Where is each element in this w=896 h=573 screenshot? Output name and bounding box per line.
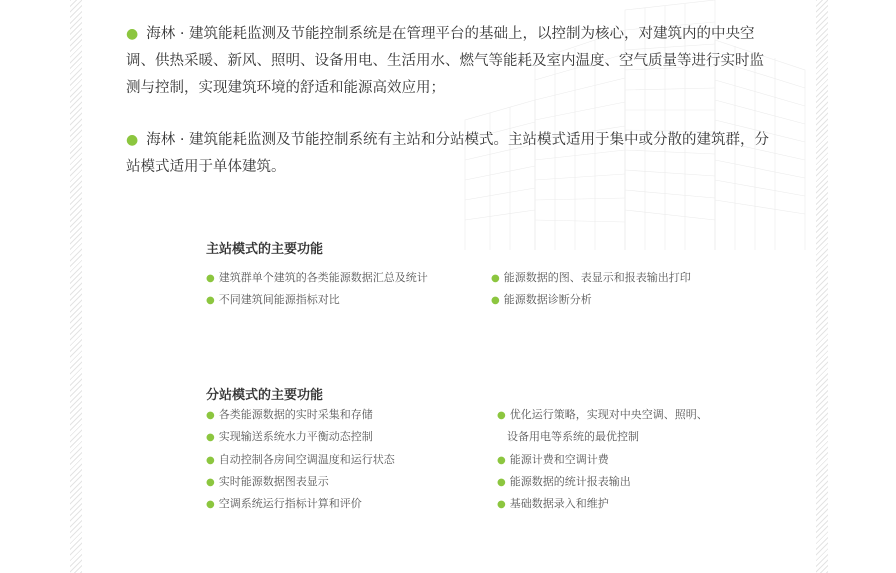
sub-station-item-continuation: 设备用电等系统的最优控制 [507, 430, 639, 443]
sub-station-item: ● 优化运行策略，实现对中央空调、照明、 [497, 408, 708, 421]
sub-station-item: ● 能源计费和空调计费 [497, 453, 609, 466]
sub-station-item: ● 自动控制各房间空调温度和运行状态 [206, 453, 395, 466]
intro-paragraph-2: ● 海林 · 建筑能耗监测及节能控制系统有主站和分站模式。主站模式适用于集中或分散的建筑群，分站模式适用于单体建筑。 [126, 132, 770, 175]
bullet-dot-icon: ● [206, 432, 215, 443]
main-station-item: ● 能源数据诊断分析 [491, 293, 592, 306]
sub-station-item: ● 能源数据的统计报表输出 [497, 475, 631, 488]
bullet-dot-icon: ● [491, 295, 500, 306]
sub-station-title: 分站模式的主要功能 [206, 388, 324, 403]
sub-station-item: ● 实现输送系统水力平衡动态控制 [206, 430, 373, 443]
bullet-dot-icon: ● [206, 295, 215, 306]
bullet-dot-icon: ● [491, 273, 500, 284]
sub-station-item: ● 各类能源数据的实时采集和存储 [206, 408, 373, 421]
intro-paragraph-1: ● 海林 · 建筑能耗监测及节能控制系统是在管理平台的基础上，以控制为核心，对建筑内的中央空调、供热采暖、新风、照明、设备用电、生活用水、燃气等能耗及室内温度、空气质量等进行实时监测与控制，实现建筑环境的舒适和能源高效应用； [126, 26, 764, 96]
bullet-dot-icon: ● [206, 477, 215, 488]
bullet-dot-icon: ● [497, 477, 506, 488]
sub-station-item: ● 空调系统运行指标计算和评价 [206, 497, 362, 510]
sub-station-item: ● 实时能源数据图表显示 [206, 475, 329, 488]
main-station-item: ● 能源数据的图、表显示和报表输出打印 [491, 271, 691, 284]
bullet-dot-icon: ● [206, 455, 215, 466]
bullet-dot-icon: ● [497, 499, 506, 510]
bullet-dot-icon: ● [206, 410, 215, 421]
main-station-title: 主站模式的主要功能 [206, 242, 324, 257]
bullet-dot-icon: ● [126, 132, 139, 148]
bullet-dot-icon: ● [497, 410, 506, 421]
main-station-item: ● 建筑群单个建筑的各类能源数据汇总及统计 [206, 271, 428, 284]
bullet-dot-icon: ● [497, 455, 506, 466]
main-station-item: ● 不同建筑间能源指标对比 [206, 293, 340, 306]
bullet-dot-icon: ● [206, 499, 215, 510]
bullet-dot-icon: ● [206, 273, 215, 284]
bullet-dot-icon: ● [126, 26, 139, 42]
sub-station-item: ● 基础数据录入和维护 [497, 497, 609, 510]
